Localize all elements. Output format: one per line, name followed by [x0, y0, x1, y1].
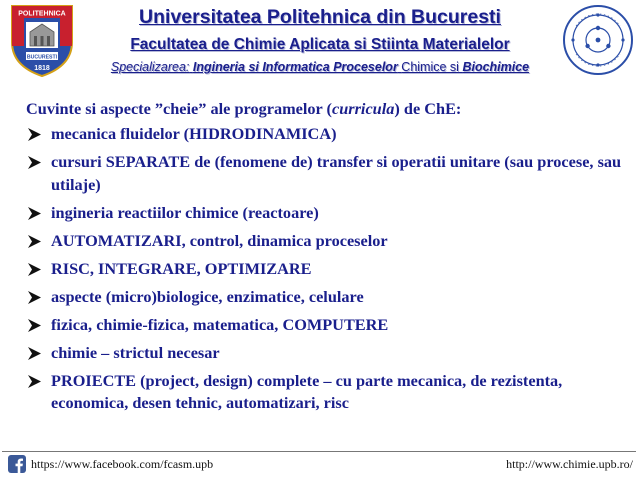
list-item — [26, 230, 626, 253]
intro-italic-term: curricula — [331, 99, 395, 118]
arrow-bullet-icon — [27, 290, 42, 305]
crest-bottom-text: BUCURESTI — [26, 54, 58, 61]
politehnica-crest-icon — [4, 2, 80, 78]
slide-header — [0, 0, 638, 80]
arrow-bullet-icon — [27, 127, 42, 142]
specialization-last: Biochimice — [462, 60, 530, 74]
intro-prefix: Cuvinte si aspecte ”cheie” ale programelor ( — [26, 99, 332, 118]
arrow-bullet-icon — [27, 346, 42, 361]
list-item-text: chimie – strictul necesar — [51, 342, 220, 362]
faculty-title: Facultatea de Chimie Aplicata si Stiinta Materialelor — [130, 36, 510, 53]
list-item — [26, 123, 626, 146]
arrow-bullet-icon — [27, 234, 42, 249]
arrow-bullet-icon — [27, 374, 42, 389]
facebook-icon[interactable] — [8, 455, 26, 473]
list-item-text: ingineria reactiilor chimice (reactoare) — [51, 202, 319, 222]
specialization-name: Ingineria si Informatica Proceselor — [192, 60, 398, 74]
list-item-text: AUTOMATIZARI, control, dinamica proceselor — [51, 230, 388, 250]
list-item — [26, 370, 626, 415]
intro-line — [26, 95, 626, 123]
list-item-text: cursuri SEPARATE de (fenomene de) transfer si operatii unitare (sau procese, sau utilaje) — [51, 152, 622, 194]
website-link[interactable]: http://www.chimie.upb.ro/ — [506, 457, 633, 471]
university-title: Universitatea Politehnica din Bucuresti — [139, 6, 501, 28]
list-item-text: aspecte (micro)biologice, enzimatice, celulare — [51, 286, 364, 306]
arrow-bullet-icon — [27, 318, 42, 333]
facebook-link[interactable]: https://www.facebook.com/fcasm.upb — [31, 457, 214, 471]
list-item-text: PROIECTE (project, design) complete – cu parte mecanica, de rezistenta, economica, desen tehnic, automatizari, risc — [51, 370, 563, 412]
footer-divider — [2, 451, 636, 452]
list-item — [26, 202, 626, 225]
specialization-connector: Chimice si — [401, 60, 459, 74]
list-item-text: mecanica fluidelor (HIDRODINAMICA) — [51, 124, 337, 143]
list-item — [26, 151, 626, 196]
specialization-prefix: Specializarea: — [110, 60, 190, 74]
list-item-text: fizica, chimie-fizica, matematica, COMPUTERE — [51, 314, 389, 334]
list-item-text: RISC, INTEGRARE, OPTIMIZARE — [51, 258, 312, 278]
list-item — [26, 258, 626, 281]
topic-list — [26, 123, 626, 415]
intro-suffix: ) de ChE: — [394, 99, 462, 118]
arrow-bullet-icon — [27, 262, 42, 277]
list-item — [26, 342, 626, 365]
arrow-bullet-icon — [27, 155, 42, 170]
list-item — [26, 314, 626, 337]
specialization-line — [80, 60, 560, 74]
slide-content — [26, 95, 626, 420]
crest-top-text: POLITEHNICA — [18, 10, 66, 18]
faculty-atom-seal-icon — [562, 4, 634, 76]
crest-year: 1818 — [34, 65, 50, 72]
arrow-bullet-icon — [27, 206, 42, 221]
list-item — [26, 286, 626, 309]
